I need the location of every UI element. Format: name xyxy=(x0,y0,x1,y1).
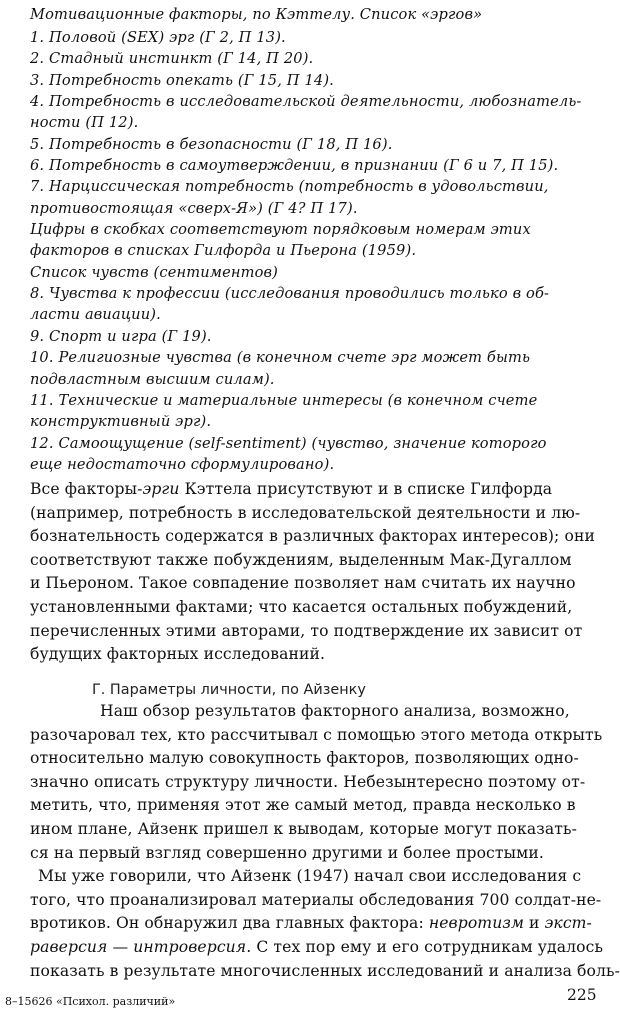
book-page xyxy=(5,0,620,1015)
paragraph-line: относительно малую совокупность факторов, позволяющих одно- xyxy=(30,749,579,768)
text-run: и xyxy=(523,914,545,933)
paragraph-line xyxy=(30,936,620,960)
list-line: 7. Нарциссическая потребность (потребность в удовольствии, xyxy=(30,178,549,196)
paragraph-line: Мы уже говорили, что Айзенк (1947) начал свои исследования с xyxy=(38,867,582,886)
list-line: 11. Технические и материальные интересы (в конечном счете xyxy=(30,391,538,409)
paragraph-line: значно описать структуру личности. Небезынтересно поэтому от- xyxy=(30,772,586,791)
paragraph-line: перечисленных этими авторами, то подтверждение их зависит от xyxy=(30,621,583,640)
paragraph-eysenck xyxy=(30,700,620,983)
paragraph-line: и Пьероном. Такое совпадение позволяет нам считать их научно xyxy=(30,574,576,593)
printer-signature: 8–15626 «Психол. различий» xyxy=(5,995,176,1008)
paragraph-line: соответствуют также побуждениям, выделенным Мак-Дугаллом xyxy=(30,550,572,569)
list-line: 8. Чувства к профессии (исследования проводились только в об- xyxy=(30,285,550,303)
page-number: 225 xyxy=(567,986,597,1004)
paragraph-line: установленными фактами; что касается остальных побуждений, xyxy=(30,597,573,616)
list-line: 6. Потребность в самоутверждении, в признании (Г 6 и 7, П 15). xyxy=(30,157,559,175)
paragraph-line: показать в результате многочисленных исследований и анализа боль- xyxy=(30,961,620,980)
list-line: 3. Потребность опекать (Г 15, П 14). xyxy=(30,71,334,89)
list-heading: Мотивационные факторы, по Кэттелу. Список «эргов» xyxy=(30,6,483,23)
list-line: подвластным высшим силам). xyxy=(30,370,275,388)
emphasis: эрги xyxy=(142,480,180,498)
text-run: . С тех пор ему и его сотрудникам удалось xyxy=(246,937,604,956)
list-line: еще недостаточно сформулировано). xyxy=(30,455,335,473)
list-line: ласти авиации). xyxy=(30,306,161,324)
text-run: Кэттела присутствуют и в списке Гилфорда xyxy=(179,480,553,498)
list-line: 10. Религиозные чувства (в конечном счете эрг может быть xyxy=(30,349,531,367)
paragraph-line: метить, что, применяя этот же самый метод, правда несколько в xyxy=(30,796,576,815)
list-line: 9. Спорт и игра (Г 19). xyxy=(30,327,212,345)
list-line: 2. Стадный инстинкт (Г 14, П 20). xyxy=(30,50,314,68)
text-run: вротиков. Он обнаружил два главных фактора: xyxy=(30,914,429,933)
list-note-line: факторов в списках Гилфорда и Пьерона (1959). xyxy=(30,242,417,260)
list-line: ности (П 12). xyxy=(30,114,139,132)
section-title: Г. Параметры личности, по Айзенку xyxy=(92,682,366,698)
paragraph-line: ся на первый взгляд совершенно другими и более простыми. xyxy=(30,843,544,862)
paragraph-line: того, что проанализировал материалы обследования 700 солдат-не- xyxy=(30,890,602,909)
emphasis: экст- xyxy=(544,914,592,933)
emphasis: раверсия — интроверсия xyxy=(30,937,247,956)
list-line: 12. Самоощущение (self-sentiment) (чувство, значение которого xyxy=(30,434,547,452)
text-run: Все факторы- xyxy=(30,480,143,498)
paragraph-line xyxy=(30,478,595,502)
list-line: 5. Потребность в безопасности (Г 18, П 16). xyxy=(30,135,393,153)
paragraph-line: Наш обзор результатов факторного анализа, возможно, xyxy=(100,702,570,720)
paragraph-ergs xyxy=(30,478,595,667)
list-line: противостоящая «сверх-Я») (Г 4? П 17). xyxy=(30,199,358,217)
paragraph-line: (например, потребность в исследовательской деятельности и лю- xyxy=(30,503,581,522)
paragraph-line: будущих факторных исследований. xyxy=(30,645,326,664)
list-line: конструктивный эрг). xyxy=(30,413,212,431)
paragraph-line: разочаровал тех, кто рассчитывал с помощью этого метода открыть xyxy=(30,725,603,744)
list-note-line: Цифры в скобках соответствуют порядковым номерам этих xyxy=(30,221,531,239)
paragraph-line: ином плане, Айзенк пришел к выводам, которые могут показать- xyxy=(30,819,577,838)
list-line: 1. Половой (SEX) эрг (Г 2, П 13). xyxy=(30,29,286,46)
sentiments-heading: Список чувств (сентиментов) xyxy=(30,263,279,281)
paragraph-line xyxy=(30,912,620,936)
emphasis: невротизм xyxy=(428,914,524,933)
list-line: 4. Потребность в исследовательской деятельности, любознатель- xyxy=(30,93,582,111)
factor-list xyxy=(30,27,620,475)
paragraph-line: бознательность содержатся в различных факторах интересов); они xyxy=(30,527,595,546)
